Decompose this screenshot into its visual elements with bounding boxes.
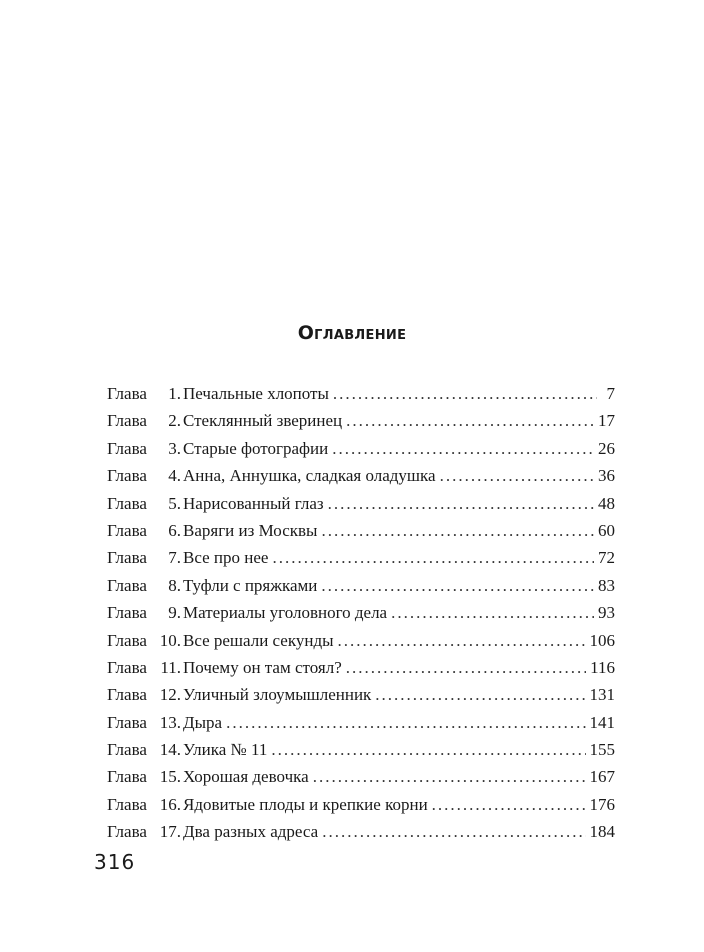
chapter-word: Глава: [107, 630, 147, 650]
chapter-title: Хорошая девочка: [183, 767, 309, 787]
dot-leader: [375, 685, 585, 705]
chapter-number: 8.: [168, 575, 181, 595]
chapter-word: Глава: [107, 685, 147, 705]
dot-leader: [346, 411, 594, 431]
toc-entry[interactable]: [107, 494, 615, 521]
chapter-number: 1.: [168, 384, 181, 403]
chapter-title: Стеклянный зверинец: [183, 411, 343, 431]
chapter-page: 17: [598, 411, 615, 431]
chapter-page: 176: [589, 794, 615, 814]
chapter-title: Дыра: [183, 712, 223, 732]
chapter-page: 155: [589, 740, 615, 760]
chapter-title: Туфли с пряжками: [183, 575, 318, 595]
chapter-title: Почему он там стоял?: [183, 657, 342, 677]
dot-leader: [328, 494, 594, 514]
toc-entry[interactable]: [107, 466, 615, 493]
toc-entry[interactable]: [107, 548, 615, 575]
chapter-word: Глава: [107, 767, 147, 787]
chapter-title: Печальные хлопоты: [183, 384, 329, 403]
dot-leader: [322, 822, 585, 842]
dot-leader: [226, 713, 585, 733]
dot-leader: [338, 631, 586, 651]
chapter-word: Глава: [107, 794, 147, 814]
chapter-number: 4.: [168, 466, 181, 486]
chapter-page: 26: [598, 438, 615, 458]
toc-entry[interactable]: [107, 411, 615, 438]
chapter-page: 131: [589, 685, 615, 705]
chapter-word: Глава: [107, 548, 147, 568]
chapter-title: Улика № 11: [183, 740, 268, 760]
dot-leader: [321, 521, 594, 541]
chapter-word: Глава: [107, 438, 147, 458]
chapter-word: Глава: [107, 493, 147, 513]
toc-entry[interactable]: [107, 439, 615, 466]
chapter-number: 2.: [168, 411, 181, 431]
toc-entry[interactable]: [107, 521, 615, 548]
chapter-title: Нарисованный глаз: [183, 493, 324, 513]
table-of-contents: [107, 384, 615, 850]
chapter-number: 10.: [159, 630, 181, 650]
toc-heading: Оглавление: [297, 322, 407, 344]
chapter-title: Уличный злоумышленник: [183, 685, 372, 705]
chapter-number: 11.: [160, 657, 181, 677]
chapter-number: 16.: [159, 794, 181, 814]
dot-leader: [432, 795, 586, 815]
chapter-page: 93: [598, 603, 615, 623]
toc-entry[interactable]: [107, 631, 615, 658]
chapter-word: Глава: [107, 822, 147, 842]
chapter-word: Глава: [107, 712, 147, 732]
chapter-number: 14.: [159, 740, 181, 760]
toc-entry[interactable]: [107, 795, 615, 822]
chapter-number: 15.: [159, 767, 181, 787]
chapter-page: 83: [598, 575, 615, 595]
dot-leader: [346, 658, 586, 678]
dot-leader: [321, 576, 594, 596]
toc-entry[interactable]: [107, 685, 615, 712]
toc-entry[interactable]: [107, 822, 615, 849]
toc-entry[interactable]: [107, 384, 615, 411]
chapter-page: 116: [590, 657, 615, 677]
chapter-page: 141: [589, 712, 615, 732]
chapter-number: 9.: [168, 603, 181, 623]
chapter-title: Старые фотографии: [183, 438, 329, 458]
chapter-page: 60: [598, 520, 615, 540]
chapter-number: 13.: [159, 712, 181, 732]
dot-leader: [272, 548, 594, 568]
chapter-number: 12.: [159, 685, 181, 705]
chapter-number: 6.: [168, 520, 181, 540]
chapter-word: Глава: [107, 657, 147, 677]
toc-entry[interactable]: [107, 658, 615, 685]
chapter-word: Глава: [107, 603, 147, 623]
chapter-title: Все решали секунды: [183, 630, 334, 650]
chapter-word: Глава: [107, 384, 147, 403]
chapter-page: 36: [598, 466, 615, 486]
chapter-title: Два разных адреса: [183, 822, 319, 842]
chapter-title: Анна, Аннушка, сладкая оладушка: [183, 466, 436, 486]
dot-leader: [313, 767, 586, 787]
dot-leader: [440, 466, 594, 486]
dot-leader: [271, 740, 585, 760]
chapter-word: Глава: [107, 740, 147, 760]
chapter-page: 167: [589, 767, 615, 787]
chapter-page: 7: [606, 384, 615, 403]
chapter-title: Варяги из Москвы: [183, 520, 318, 540]
dot-leader: [332, 439, 594, 459]
toc-entry[interactable]: [107, 740, 615, 767]
chapter-word: Глава: [107, 520, 147, 540]
chapter-number: 17.: [159, 822, 181, 842]
chapter-title: Все про нее: [183, 548, 269, 568]
toc-entry[interactable]: [107, 576, 615, 603]
chapter-title: Ядовитые плоды и крепкие корни: [183, 794, 428, 814]
chapter-page: 106: [589, 630, 615, 650]
chapter-number: 3.: [168, 438, 181, 458]
toc-entry[interactable]: [107, 713, 615, 740]
chapter-page: 184: [589, 822, 615, 842]
chapter-page: 72: [598, 548, 615, 568]
chapter-word: Глава: [107, 575, 147, 595]
toc-entry[interactable]: [107, 767, 615, 794]
page-number: 316: [94, 850, 136, 874]
chapter-word: Глава: [107, 466, 147, 486]
toc-entry[interactable]: [107, 603, 615, 630]
dot-leader: [391, 603, 594, 623]
chapter-page: 48: [598, 493, 615, 513]
chapter-number: 5.: [168, 493, 181, 513]
dot-leader: [333, 384, 597, 404]
chapter-number: 7.: [168, 548, 181, 568]
chapter-word: Глава: [107, 411, 147, 431]
chapter-title: Материалы уголовного дела: [183, 603, 388, 623]
